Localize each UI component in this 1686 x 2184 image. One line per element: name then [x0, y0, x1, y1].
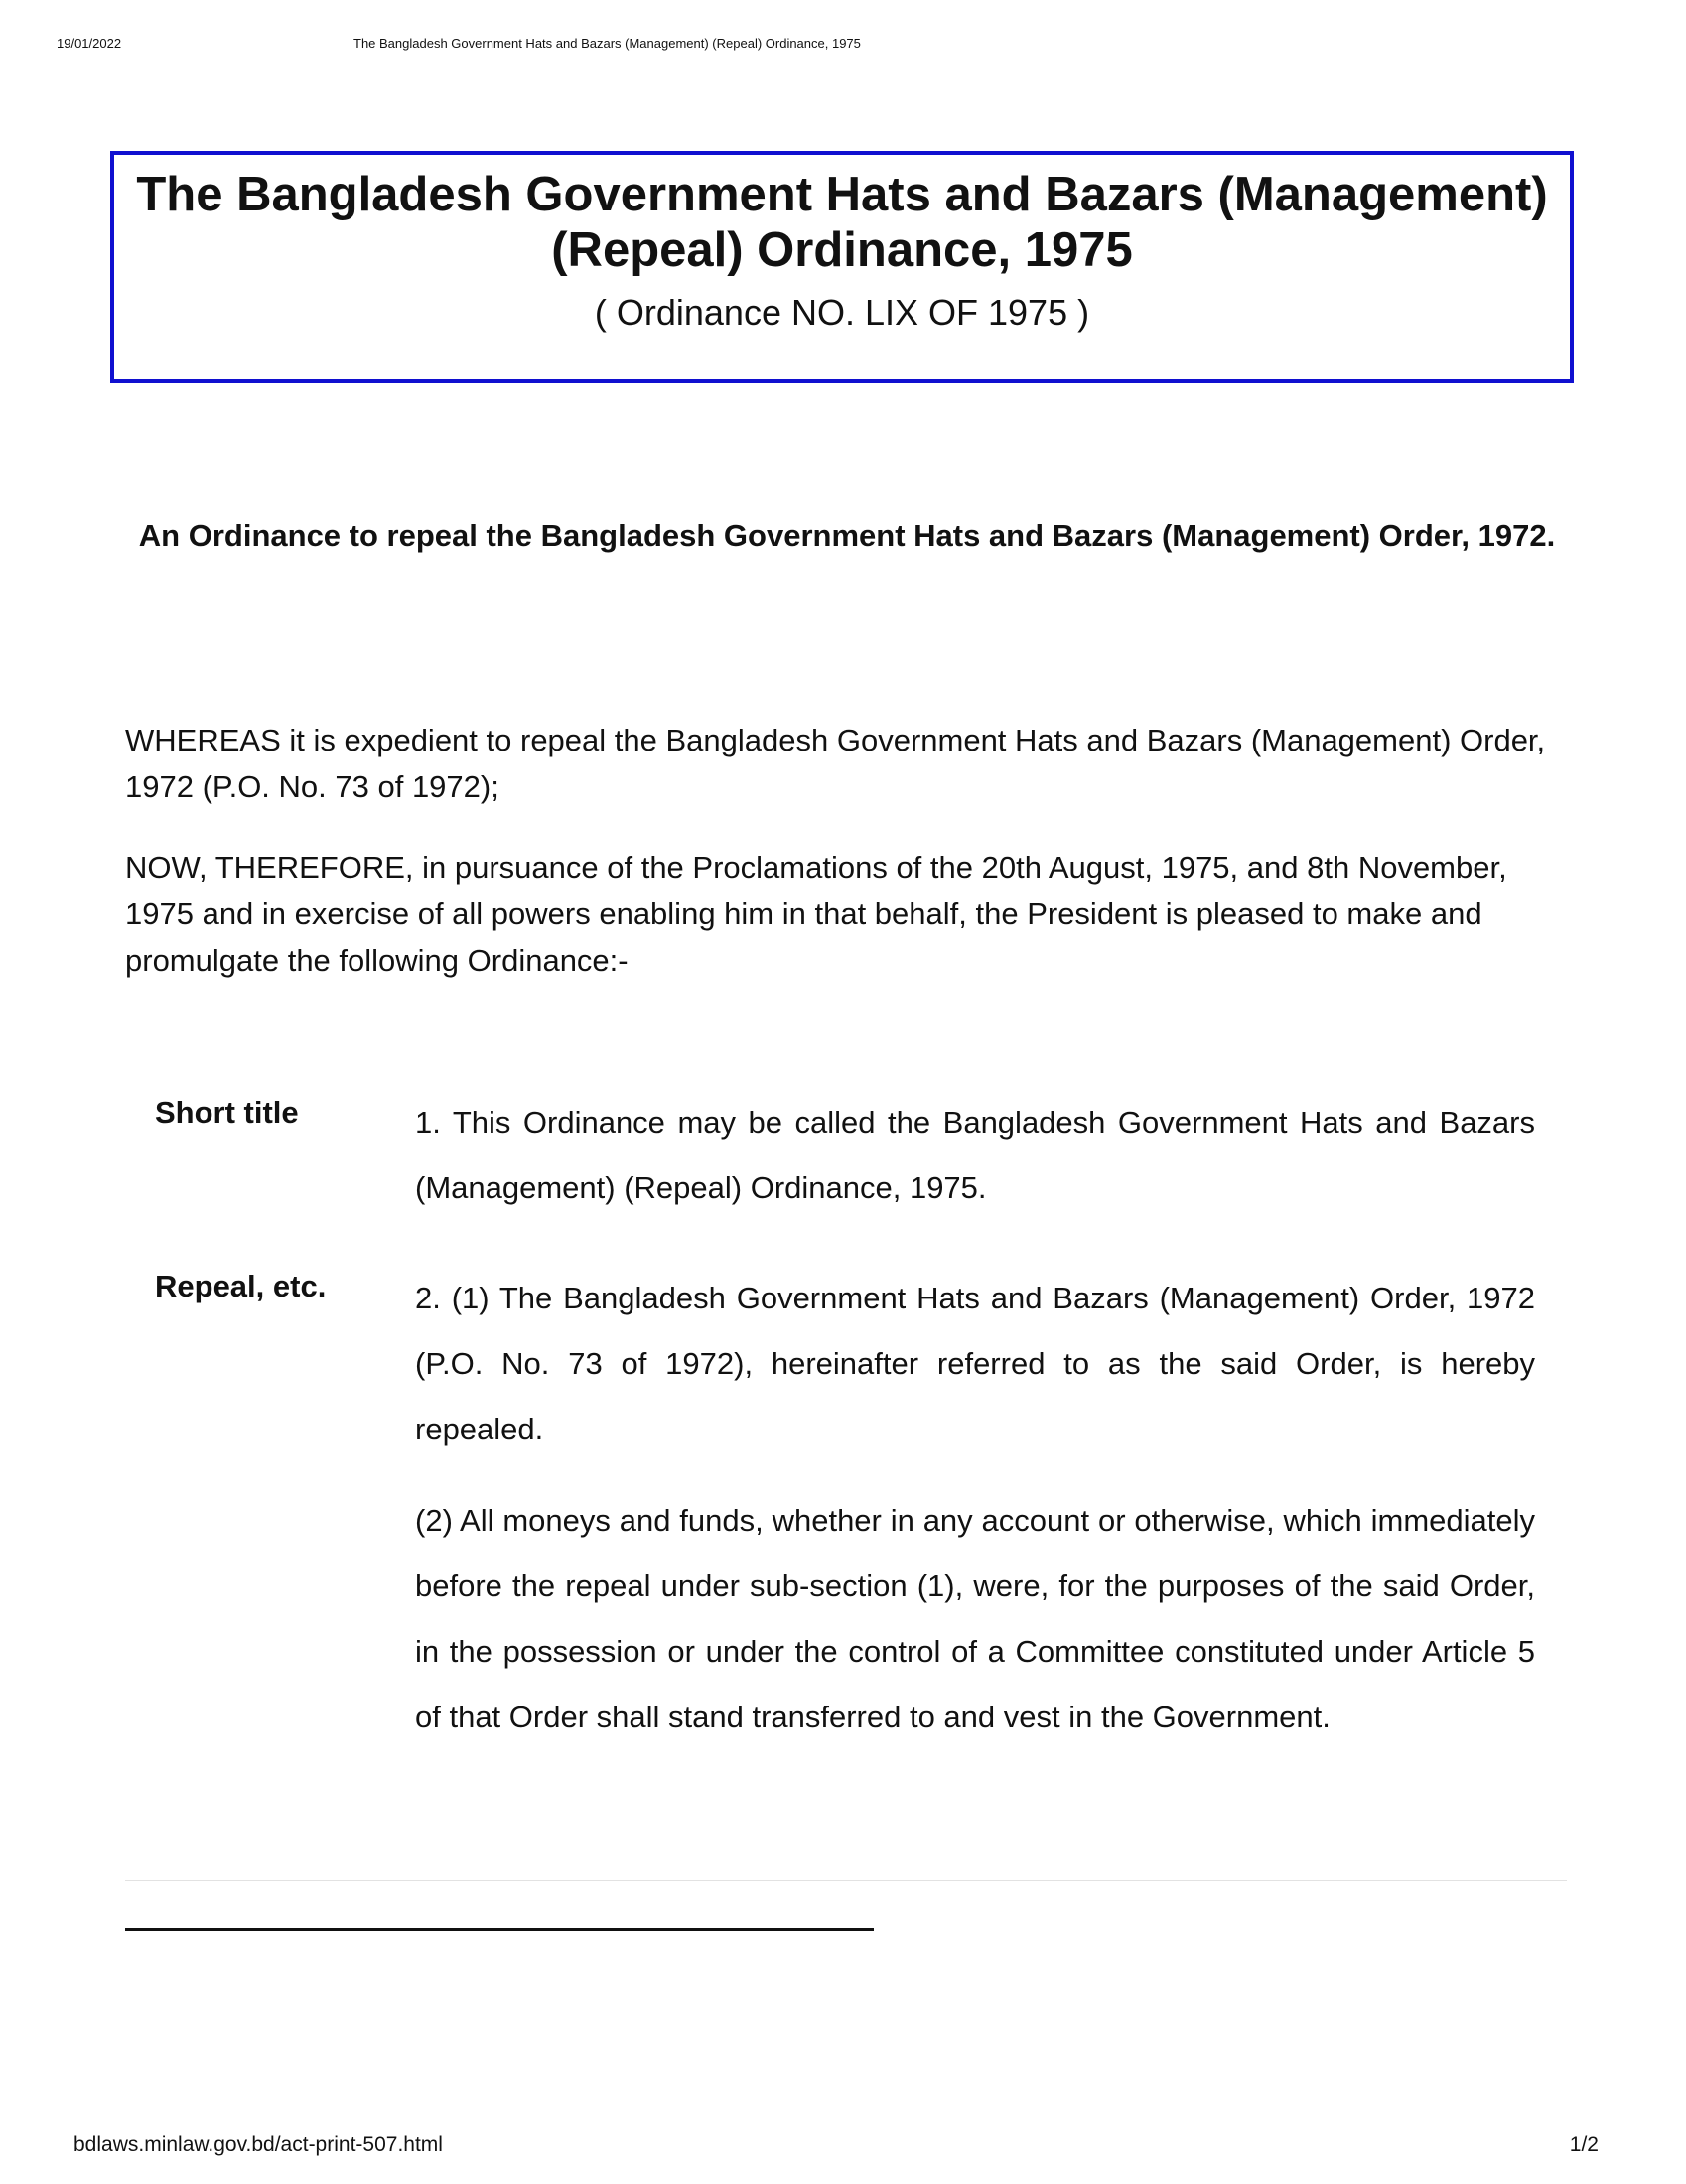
act-title-box — [110, 151, 1574, 383]
section-1-text: 1. This Ordinance may be called the Bangladesh Government Hats and Bazars (Management) (Repeal) Ordinance, 1975. — [415, 1105, 1535, 1205]
print-footer-url: bdlaws.minlaw.gov.bd/act-print-507.html — [73, 2133, 443, 2156]
section-2-subsection-1: 2. (1) The Bangladesh Government Hats and Bazars (Management) Order, 1972 (P.O. No. 73 of 1972), hereinafter referred to as the said Order, is hereby repealed. — [415, 1281, 1535, 1446]
section-label-repeal: Repeal, etc. — [155, 1269, 327, 1303]
section-label-short-title: Short title — [155, 1095, 299, 1130]
ordinance-number: ( Ordinance NO. LIX OF 1975 ) — [594, 292, 1090, 333]
footnote-rule — [125, 1928, 874, 1931]
print-date: 19/01/2022 — [57, 36, 122, 51]
section-2-subsection-2: (2) All moneys and funds, whether in any account or otherwise, which immediately before the repeal under sub-section (1), were, for the purposes of the said Order, in the possession or under the control of a Committee constituted under Article 5 of that Order shall stand transferred to and vest in the Government. — [415, 1503, 1535, 1734]
page-number: 1/2 — [1569, 2133, 1599, 2156]
enactment-paragraph: NOW, THEREFORE, in pursuance of the Proclamations of the 20th August, 1975, and 8th November, 1975 and in exercise of all powers enabling him in that behalf, the President is pleased to make and promulgate the following Ordinance:- — [125, 850, 1507, 978]
act-title: The Bangladesh Government Hats and Bazars (Management) (Repeal) Ordinance, 1975 — [136, 168, 1548, 277]
print-header-title: The Bangladesh Government Hats and Bazars (Management) (Repeal) Ordinance, 1975 — [353, 36, 861, 51]
preamble: An Ordinance to repeal the Bangladesh Government Hats and Bazars (Management) Order, 1972. — [138, 518, 1556, 553]
content-divider — [125, 1880, 1567, 1881]
whereas-paragraph: WHEREAS it is expedient to repeal the Bangladesh Government Hats and Bazars (Management) Order, 1972 (P.O. No. 73 of 1972); — [125, 723, 1546, 804]
